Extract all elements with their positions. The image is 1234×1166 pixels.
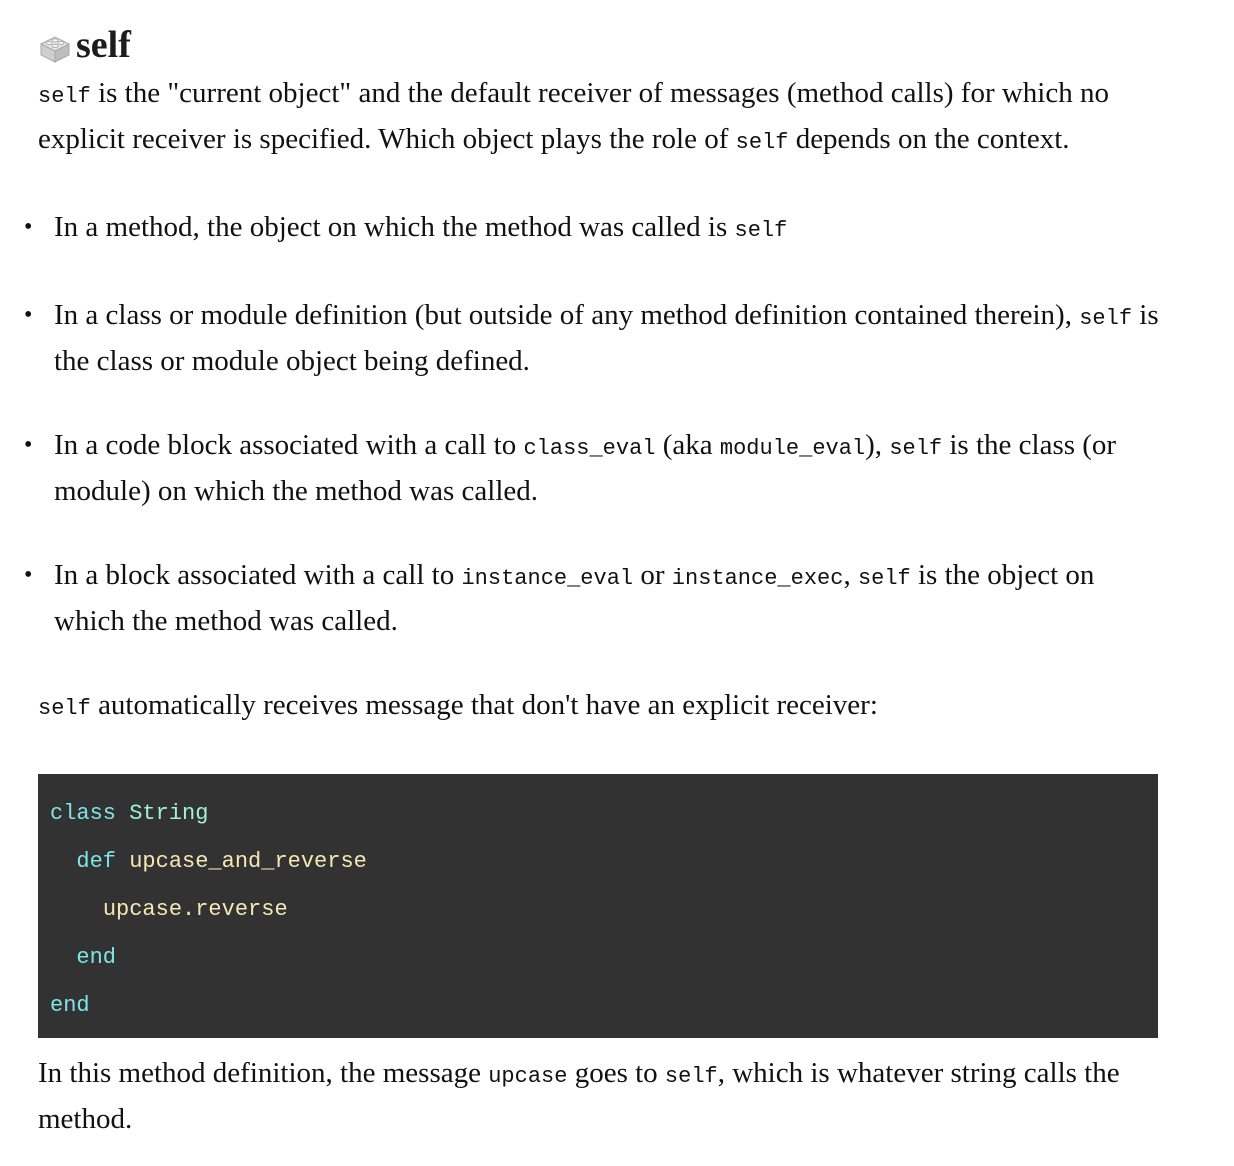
context-list [24, 206, 1168, 642]
list-item-text: In a block associated with a call to [54, 559, 462, 591]
code-line [50, 886, 1146, 934]
intro-paragraph [38, 72, 1168, 164]
code-line [50, 790, 1146, 838]
code-expression: upcase.reverse [102, 897, 288, 922]
inline-code: self [38, 84, 91, 109]
inline-code: self [664, 1064, 718, 1089]
explanation-text: automatically receives message that don't have an explicit receiver: [90, 689, 878, 721]
inline-code: self [857, 566, 911, 591]
inline-code: self [734, 218, 788, 243]
code-class-name: String [129, 801, 209, 826]
inline-code: self [1079, 306, 1133, 331]
intro-text-2: depends on the context. [788, 123, 1070, 155]
list-item-text: is the object on which the method was called. [54, 559, 1095, 637]
list-item-text: (aka [655, 429, 720, 461]
code-line [50, 934, 1146, 982]
title-row [38, 24, 1168, 66]
list-item [24, 294, 1168, 382]
bullet-icon: • [24, 214, 33, 240]
code-keyword: end [50, 993, 90, 1018]
inline-code: instance_eval [461, 566, 634, 591]
inline-code: class_eval [523, 436, 656, 461]
list-item [24, 206, 1168, 252]
explanation-paragraph [38, 684, 1168, 730]
article [24, 24, 1168, 1140]
closing-text: , which is whatever string calls the method. [38, 1057, 1120, 1135]
closing-text: In this method definition, the message [38, 1057, 489, 1089]
code-line [50, 838, 1146, 886]
code-block [38, 774, 1158, 1038]
intro-text-1: is the "current object" and the default receiver of messages (method calls) for which no explicit receiver is specified. Which object plays the role of [38, 77, 1109, 155]
list-item-text: In a method, the object on which the method was called is [54, 211, 735, 243]
list-item-text: is the class (or module) on which the method was called. [54, 429, 1117, 507]
list-item-text: , [843, 559, 858, 591]
list-item [24, 424, 1168, 512]
code-line [50, 982, 1146, 1030]
list-item-text: or [633, 559, 672, 591]
inline-code: instance_exec [671, 566, 844, 591]
code-keyword: def [76, 849, 117, 874]
inline-code: self [38, 696, 91, 721]
bullet-icon: • [24, 302, 33, 328]
bullet-icon: • [24, 432, 33, 458]
list-item-text: In a class or module definition (but outside of any method definition contained therein), [54, 299, 1080, 331]
lego-block-icon [38, 31, 72, 65]
inline-code: upcase [488, 1064, 568, 1089]
code-method-name: upcase_and_reverse [129, 849, 367, 874]
closing-paragraph [38, 1052, 1168, 1140]
code-keyword: end [76, 945, 117, 970]
bullet-icon: • [24, 562, 33, 588]
list-item-text: In a code block associated with a call to [54, 429, 524, 461]
inline-code: self [735, 130, 789, 155]
closing-text: goes to [567, 1057, 665, 1089]
list-item-text: ), [865, 429, 890, 461]
list-item-text: is the class or module object being defined. [54, 299, 1159, 377]
list-item [24, 554, 1168, 642]
page-title: self [76, 24, 131, 66]
inline-code: self [889, 436, 943, 461]
inline-code: module_eval [719, 436, 866, 461]
code-keyword: class [50, 801, 117, 826]
